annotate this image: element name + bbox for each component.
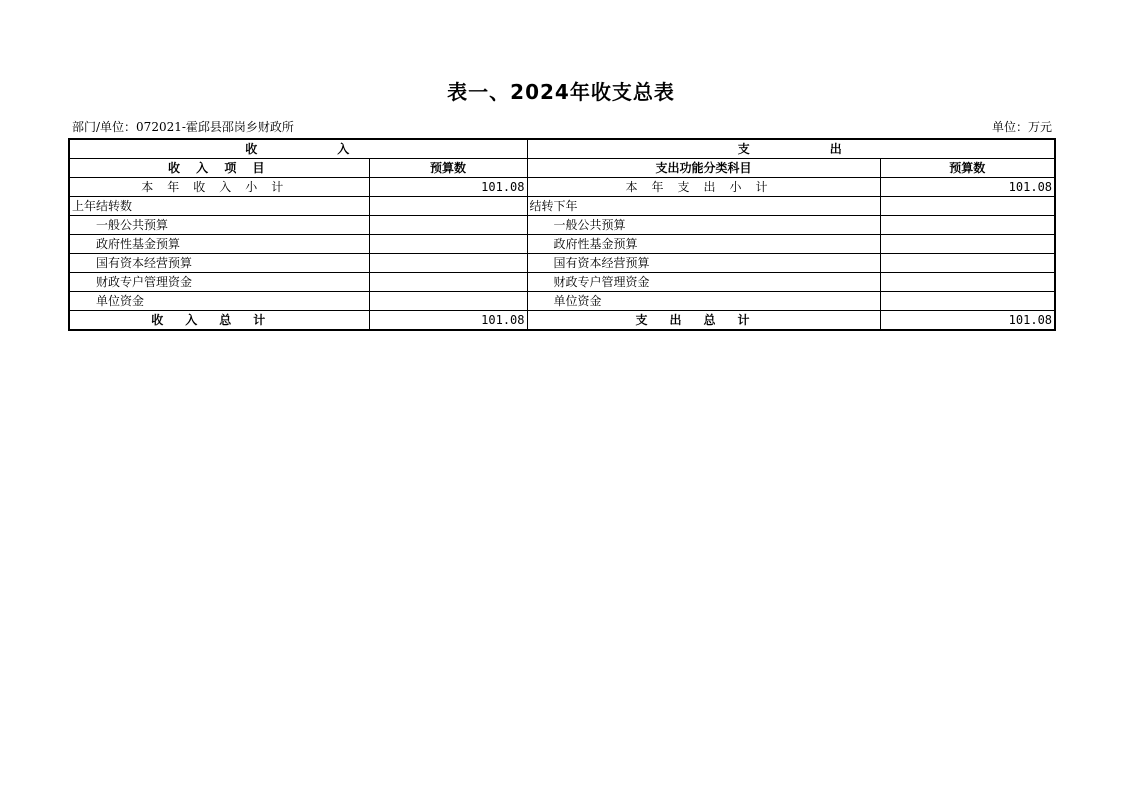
expense-section-header: 支出 (527, 139, 1055, 159)
income-row-label: 财政专户管理资金 (69, 273, 369, 292)
expense-row-value (880, 292, 1055, 311)
expense-row-label: 结转下年 (527, 197, 880, 216)
expense-row-label: 单位资金 (527, 292, 880, 311)
income-row-label: 一般公共预算 (69, 216, 369, 235)
expense-row-value (880, 197, 1055, 216)
income-row-value (369, 197, 527, 216)
expense-row-value (880, 235, 1055, 254)
table-row (69, 216, 1055, 235)
table-row (69, 197, 1055, 216)
expense-row-value (880, 273, 1055, 292)
subtotal-row (69, 178, 1055, 197)
income-section-header: 收入 (69, 139, 527, 159)
expense-subtotal-label: 本年支出小计 (527, 178, 880, 197)
income-row-value (369, 216, 527, 235)
total-row (69, 311, 1055, 331)
budget-summary-table (68, 138, 1056, 331)
expense-row-label: 一般公共预算 (527, 216, 880, 235)
income-row-value (369, 292, 527, 311)
income-row-value (369, 254, 527, 273)
expense-row-label: 财政专户管理资金 (527, 273, 880, 292)
income-subtotal-value: 101.08 (369, 178, 527, 197)
expense-budget-header: 预算数 (880, 159, 1055, 178)
income-total-label: 收入总计 (69, 311, 369, 331)
income-total-value: 101.08 (369, 311, 527, 331)
income-row-label: 上年结转数 (69, 197, 369, 216)
expense-row-value (880, 254, 1055, 273)
department-label: 部门/单位：072021-霍邱县邵岗乡财政所 (72, 120, 294, 134)
income-row-label: 单位资金 (69, 292, 369, 311)
expense-row-value (880, 216, 1055, 235)
column-header-row (69, 159, 1055, 178)
income-row-value (369, 273, 527, 292)
expense-total-label: 支出总计 (527, 311, 880, 331)
expense-subtotal-value: 101.08 (880, 178, 1055, 197)
expense-item-header: 支出功能分类科目 (527, 159, 880, 178)
table-row (69, 254, 1055, 273)
expense-total-value: 101.08 (880, 311, 1055, 331)
table-row (69, 273, 1055, 292)
expense-row-label: 国有资本经营预算 (527, 254, 880, 273)
unit-label: 单位：万元 (991, 120, 1052, 134)
table-row (69, 292, 1055, 311)
income-row-label: 政府性基金预算 (69, 235, 369, 254)
section-header-row (69, 139, 1055, 159)
income-row-label: 国有资本经营预算 (69, 254, 369, 273)
table-row (69, 235, 1055, 254)
page-title: 表一、2024年收支总表 (447, 80, 675, 104)
income-budget-header: 预算数 (369, 159, 527, 178)
income-item-header: 收 入 项 目 (69, 159, 369, 178)
income-row-value (369, 235, 527, 254)
expense-row-label: 政府性基金预算 (527, 235, 880, 254)
income-subtotal-label: 本年收入小计 (69, 178, 369, 197)
